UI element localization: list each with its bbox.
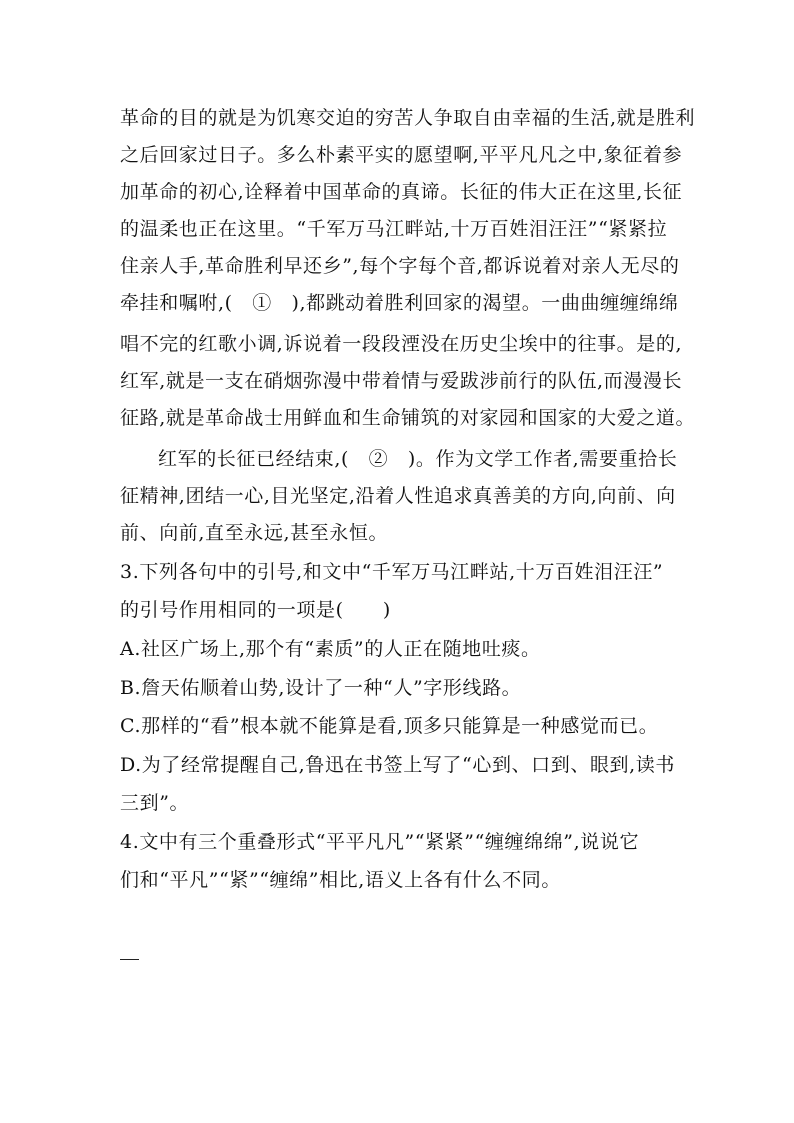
question-3-stem: 的引号作用相同的一项是( ) bbox=[120, 599, 391, 621]
passage-line: 前、向前,直至永远,甚至永恒。 bbox=[120, 522, 389, 544]
option-d: 三到”。 bbox=[120, 792, 190, 814]
passage-line: 牵挂和嘱咐,( ① ),都跳动着胜利回家的渴望。一曲曲缠缠绵绵 bbox=[120, 292, 679, 314]
passage-line: 革命的目的就是为饥寒交迫的穷苦人争取自由幸福的生活,就是胜利 bbox=[120, 107, 696, 129]
passage-line: 加革命的初心,诠释着中国革命的真谛。长征的伟大正在这里,长征 bbox=[120, 181, 683, 203]
option-d: D.为了经常提醒自己,鲁迅在书签上写了“心到、口到、眼到,读书 bbox=[120, 754, 675, 776]
passage-line: 住亲人手,革命胜利早还乡”,每个字每个音,都诉说着对亲人无尽的 bbox=[120, 255, 680, 277]
answer-line bbox=[120, 959, 139, 960]
passage-line: 征精神,团结一心,目光坚定,沿着人性追求真善美的方向,向前、向 bbox=[120, 485, 676, 507]
passage-line: 之后回家过日子。多么朴素平实的愿望啊,平平凡凡之中,象征着参 bbox=[120, 144, 683, 166]
option-c: C.那样的“看”根本就不能算是看,顶多只能算是一种感觉而已。 bbox=[120, 715, 659, 737]
question-3-stem: 3.下列各句中的引号,和文中“千军万马江畔站,十万百姓泪汪汪” bbox=[120, 561, 664, 583]
passage-line: 的温柔也正在这里。“千军万马江畔站,十万百姓泪汪汪”“紧紧拉 bbox=[120, 218, 668, 240]
question-4-stem: 4.文中有三个重叠形式“平平凡凡”“紧紧”“缠缠绵绵”,说说它 bbox=[120, 831, 640, 853]
passage-line: 唱不完的红歌小调,诉说着一段段湮没在历史尘埃中的往事。是的, bbox=[120, 333, 683, 355]
question-4-stem: 们和“平凡”“紧”“缠绵”相比,语义上各有什么不同。 bbox=[120, 869, 561, 891]
passage-line: 红军,就是一支在硝烟弥漫中带着情与爱跋涉前行的队伍,而漫漫长 bbox=[120, 370, 683, 392]
passage-line: 征路,就是革命战士用鲜血和生命铺筑的对家园和国家的大爱之道。 bbox=[120, 407, 696, 429]
option-b: B.詹天佑顺着山势,设计了一种“人”字形线路。 bbox=[120, 677, 522, 699]
passage-line: 红军的长征已经结束,( ② )。作为文学工作者,需要重拾长 bbox=[158, 448, 678, 470]
option-a: A.社区广场上,那个有“素质”的人正在随地吐痰。 bbox=[120, 638, 541, 660]
